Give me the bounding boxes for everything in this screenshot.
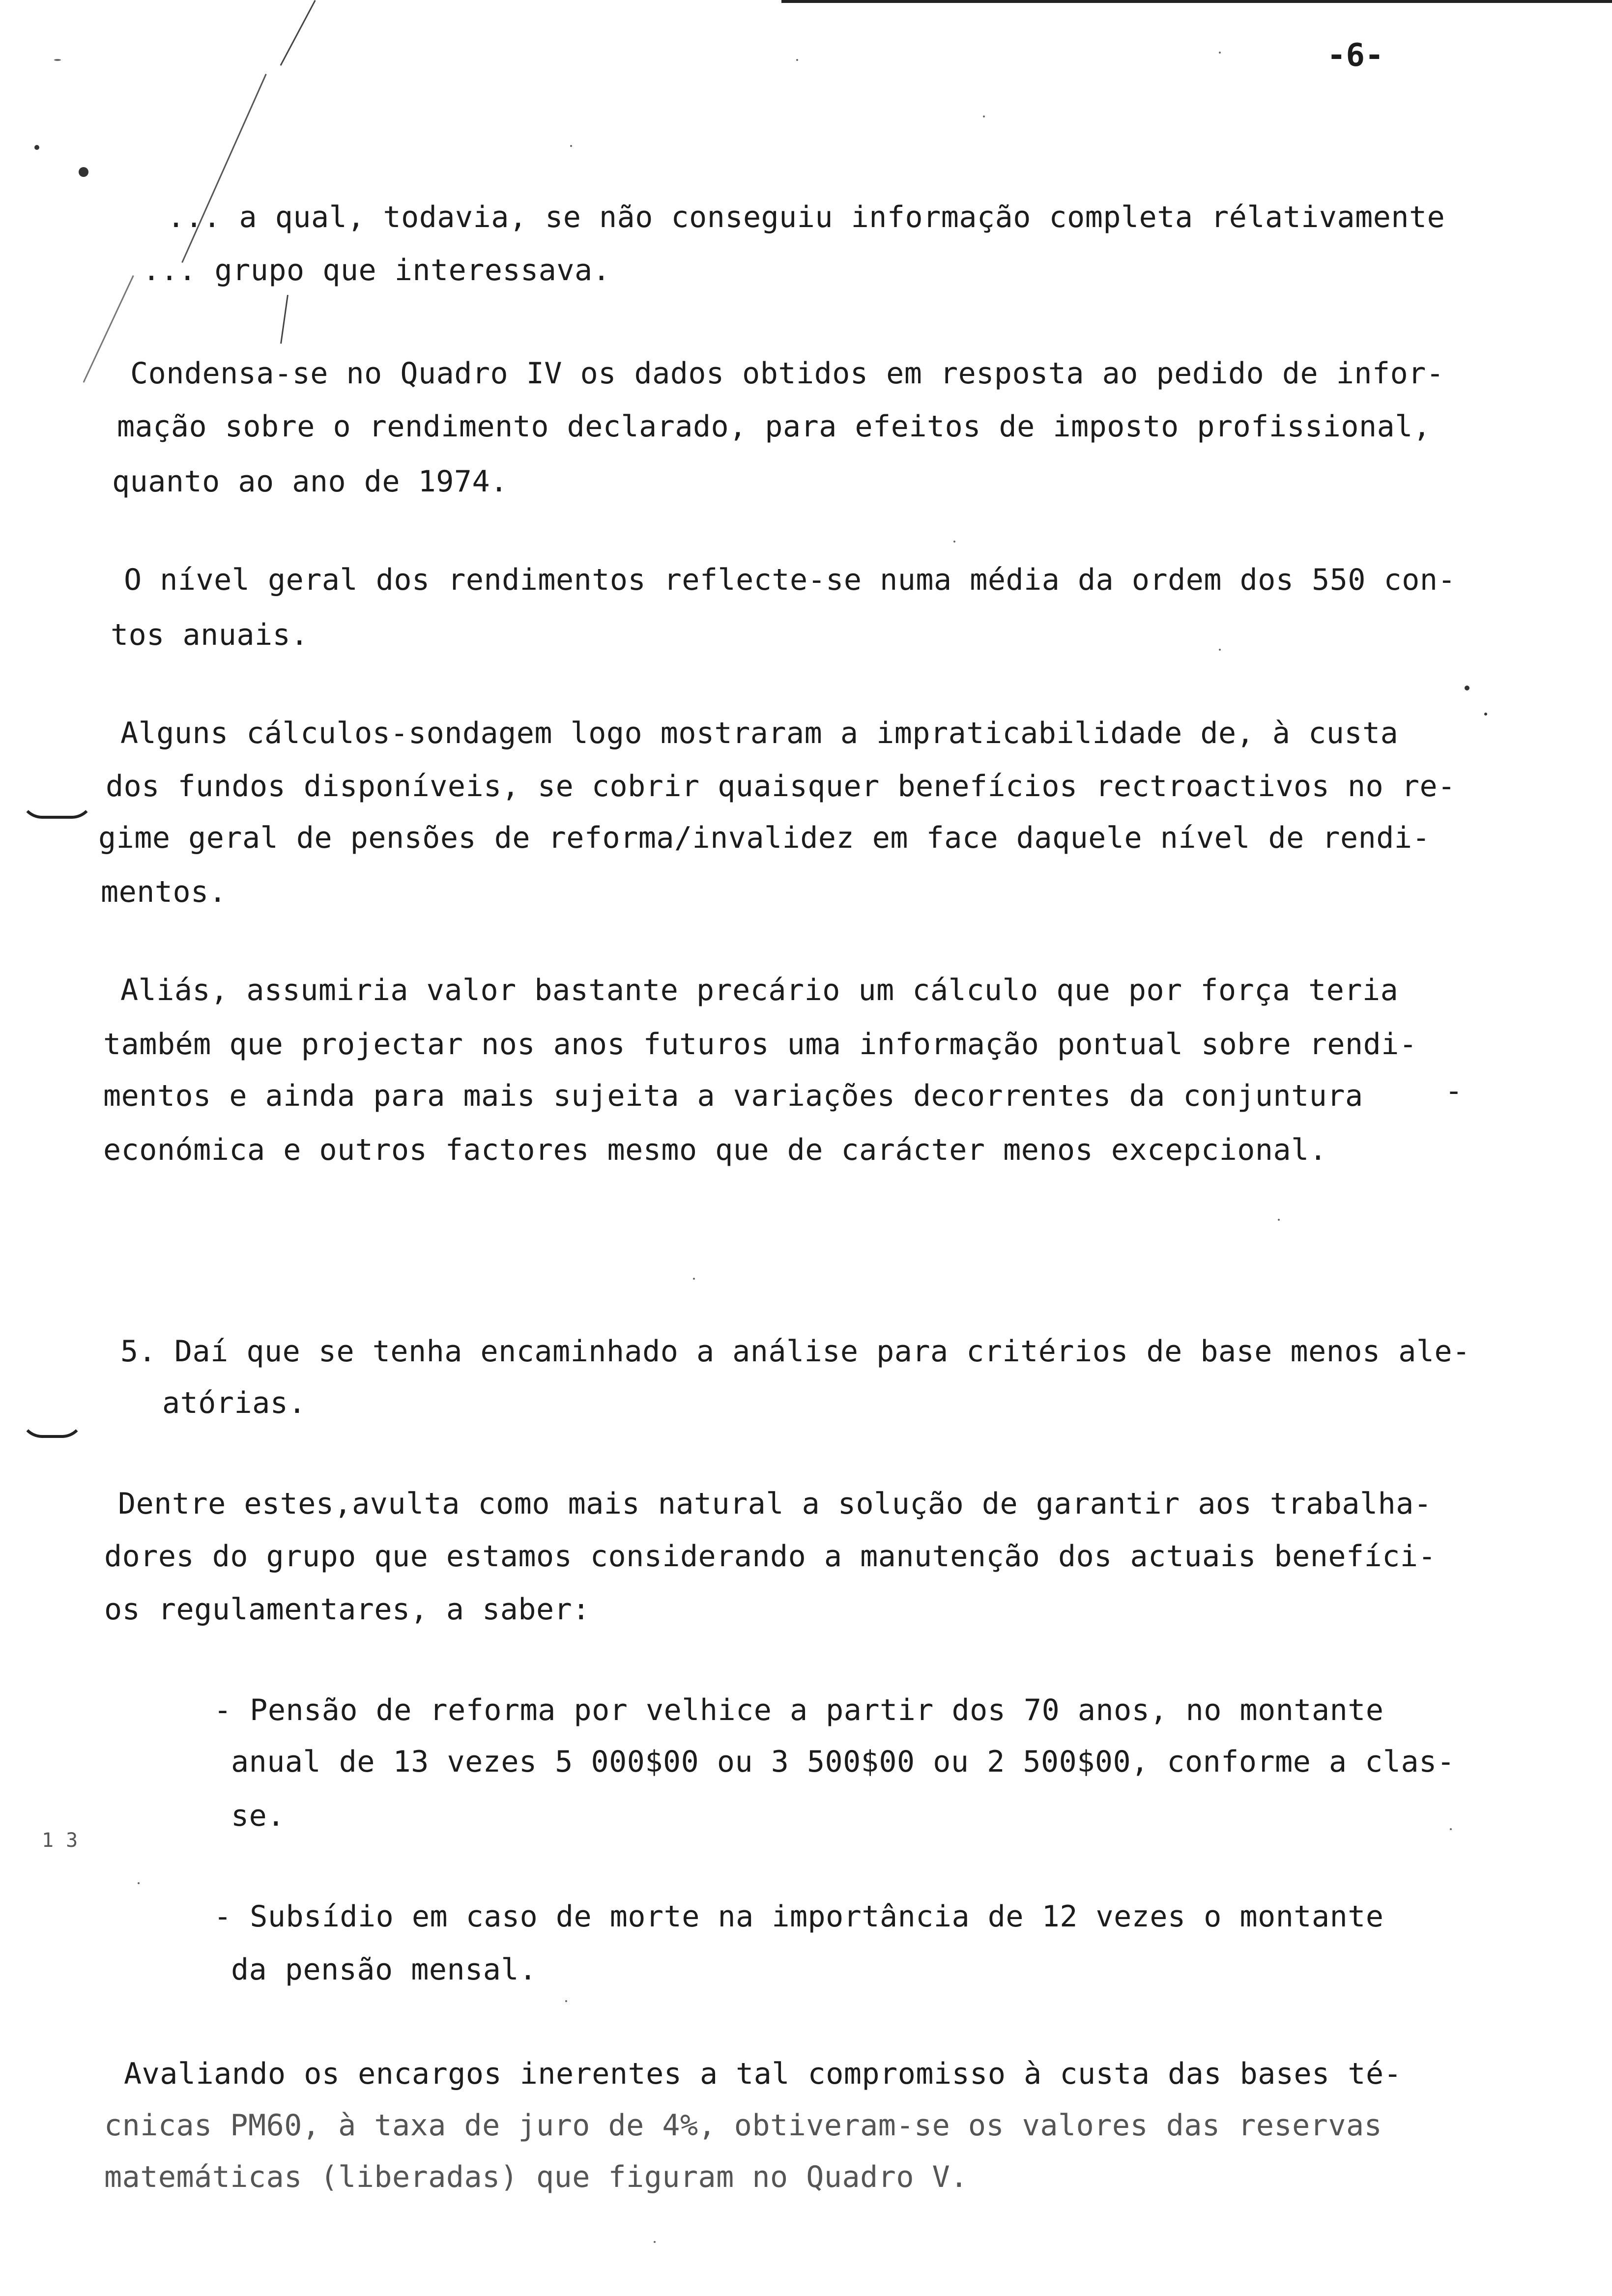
- text-line: se.: [231, 1799, 285, 1833]
- text-line: Dentre estes,avulta como mais natural a solução de garantir aos trabalha-: [118, 1487, 1432, 1521]
- text-line: económica e outros factores mesmo que de carácter menos excepcional.: [103, 1133, 1327, 1167]
- stray-speck: [953, 541, 955, 543]
- stray-speck: [796, 59, 798, 61]
- text-line: O nível geral dos rendimentos reflecte-se numa média da ordem dos 550 con-: [124, 563, 1456, 597]
- text-line: dores do grupo que estamos considerando a manutenção dos actuais benefíci-: [104, 1539, 1437, 1574]
- stray-speck: [570, 145, 572, 147]
- stray-speck: [138, 1882, 140, 1884]
- text-line: atórias.: [162, 1386, 306, 1420]
- text-line: quanto ao ano de 1974.: [112, 464, 508, 499]
- stray-speck: [1219, 649, 1221, 651]
- margin-figure: 1 3: [42, 1829, 78, 1852]
- page-number: -6-: [1327, 37, 1384, 74]
- text-line: matemáticas (liberadas) que figuram no Quadro V.: [104, 2160, 968, 2194]
- text-line: - Pensão de reforma por velhice a partir dos 70 anos, no montante: [214, 1693, 1384, 1727]
- text-line: Condensa-se no Quadro IV os dados obtidos em resposta ao pedido de infor-: [130, 356, 1444, 391]
- stray-speck: [983, 115, 985, 117]
- stray-speck: [693, 1278, 695, 1280]
- text-line: mação sobre o rendimento declarado, para efeitos de imposto profissional,: [117, 409, 1431, 444]
- text-line: ... a qual, todavia, se não conseguiu informação completa rélativamente: [167, 200, 1445, 234]
- margin-curve-mark: [20, 1415, 85, 1438]
- text-line: ... grupo que interessava.: [143, 253, 611, 287]
- stray-speck: [54, 59, 61, 61]
- stray-speck: [1450, 1828, 1452, 1830]
- top-rule: [781, 0, 1612, 3]
- text-line: gime geral de pensões de reforma/invalidez em face daquele nível de rendi-: [98, 821, 1431, 855]
- text-line: da pensão mensal.: [231, 1952, 537, 1987]
- text-line: os regulamentares, a saber:: [104, 1592, 590, 1627]
- diagonal-pen-mark: [280, 0, 316, 66]
- text-line: 5. Daí que se tenha encaminhado a análise para critérios de base menos ale-: [120, 1334, 1470, 1369]
- stray-speck: [1278, 1219, 1280, 1221]
- stray-speck: [565, 2000, 567, 2002]
- margin-curve-mark: [20, 796, 94, 819]
- text-line: cnicas PM60, à taxa de juro de 4%, obtiveram-se os valores das reservas: [104, 2108, 1382, 2143]
- stray-speck: [654, 2241, 656, 2243]
- stray-dot: [1465, 686, 1469, 690]
- stray-speck: [1219, 52, 1221, 54]
- text-line: dos fundos disponíveis, se cobrir quaisquer benefícios rectroactivos no re-: [106, 769, 1456, 804]
- text-line: Alguns cálculos-sondagem logo mostraram a impraticabilidade de, à custa: [120, 716, 1399, 750]
- stray-dot: [34, 145, 39, 150]
- text-line: mentos.: [101, 875, 227, 909]
- text-line: tos anuais.: [111, 618, 309, 652]
- text-line: também que projectar nos anos futuros uma informação pontual sobre rendi-: [103, 1027, 1417, 1062]
- pen-tick-mark: [280, 295, 288, 344]
- text-line: mentos e ainda para mais sujeita a variações decorrentes da conjuntura: [103, 1079, 1363, 1113]
- diagonal-pen-mark: [83, 275, 134, 383]
- text-line: - Subsídio em caso de morte na importância de 12 vezes o montante: [214, 1899, 1384, 1934]
- stray-dot: [1484, 713, 1487, 716]
- text-line: anual de 13 vezes 5 000$00 ou 3 500$00 ou 2 500$00, conforme a clas-: [231, 1745, 1455, 1779]
- margin-dash: -: [1445, 1074, 1463, 1108]
- text-line: Aliás, assumiria valor bastante precário um cálculo que por força teria: [120, 973, 1399, 1007]
- diagonal-pen-mark: [181, 74, 267, 263]
- stray-dot: [79, 167, 88, 177]
- text-line: Avaliando os encargos inerentes a tal compromisso à custa das bases té-: [124, 2057, 1402, 2091]
